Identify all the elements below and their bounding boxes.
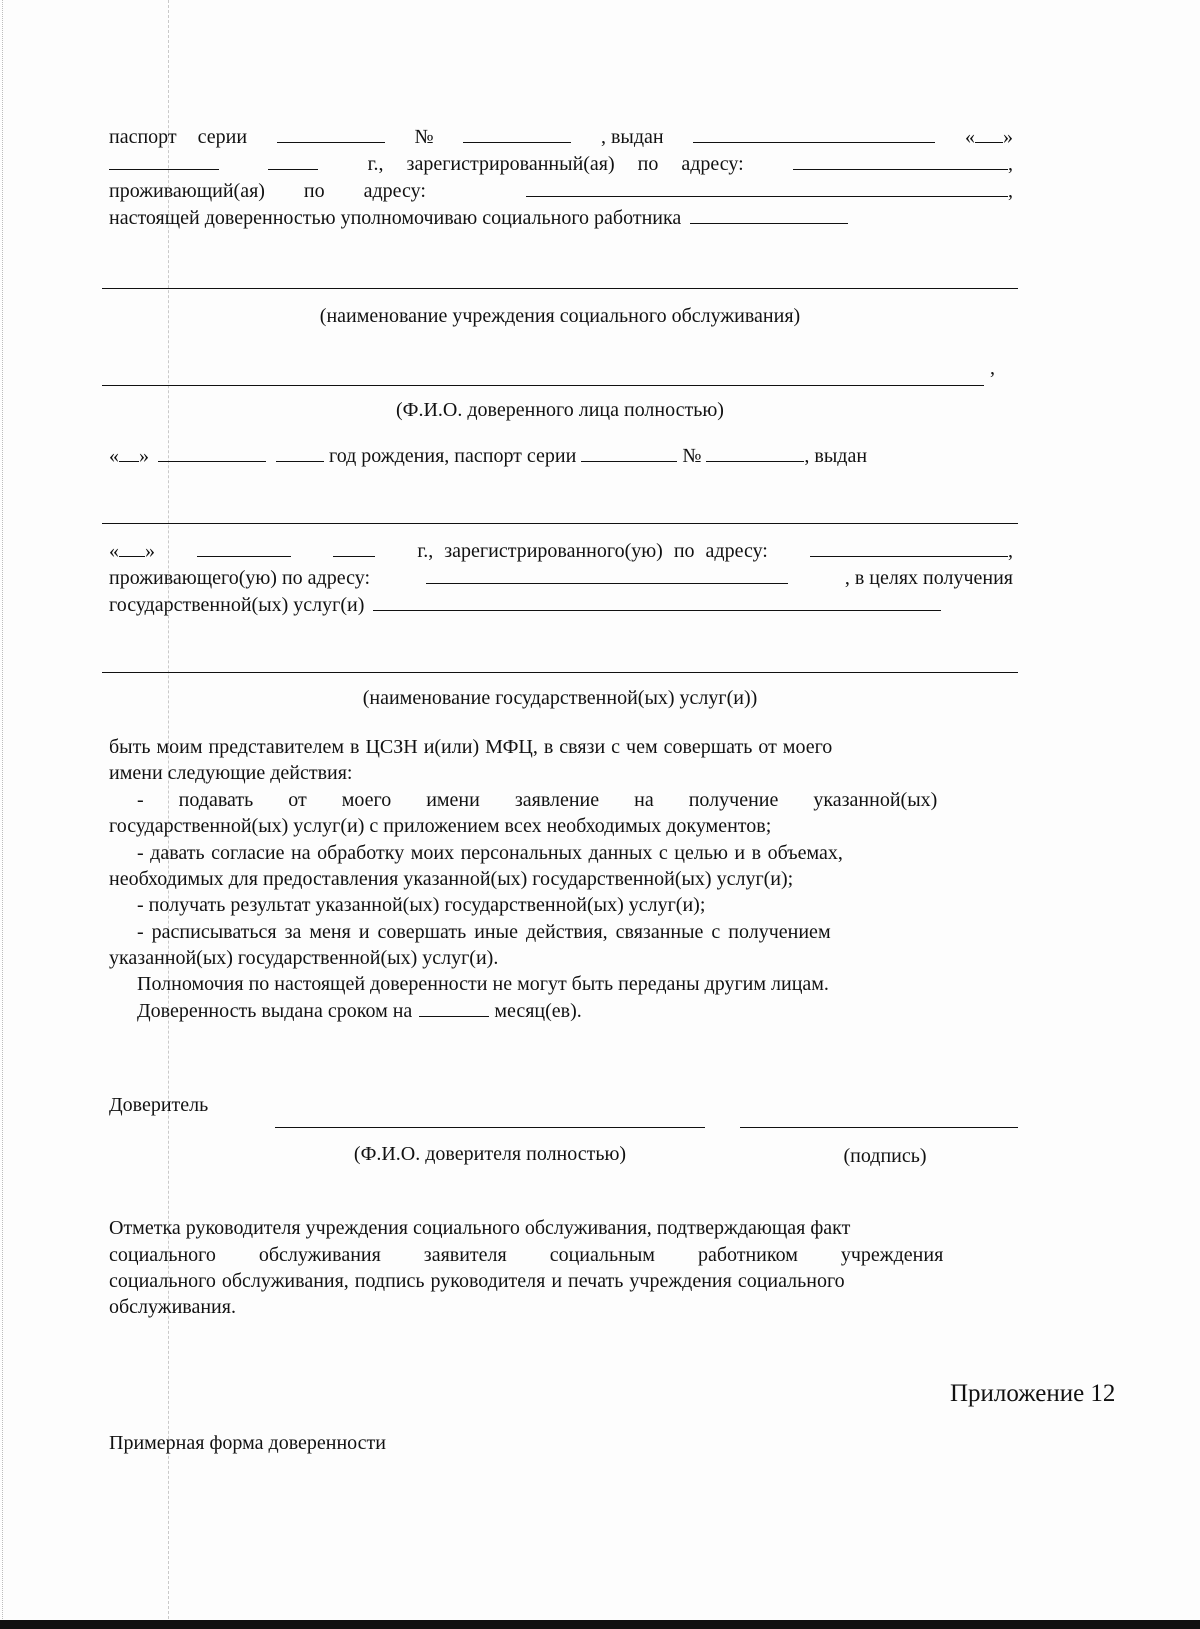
trustee-reg-month-blank[interactable] [197, 539, 291, 557]
trustee-name-comma: , [990, 357, 995, 379]
trustee-birth-month-blank[interactable] [158, 444, 266, 462]
mark-line-2: социального обслуживания заявителя социальным работником учреждения [109, 1244, 944, 1266]
passport-series-label: паспорт серии [109, 126, 248, 148]
trustee-reg-year-blank[interactable] [333, 539, 375, 557]
registration-address: , [793, 151, 1013, 177]
trustee-reg-label: г., зарегистрированного(ую) по адресу: [417, 540, 768, 562]
trustee-name-caption: (Ф.И.О. доверенного лица полностью) [396, 399, 724, 421]
mark-line-1: Отметка руководителя учреждения социального обслуживания, подтверждающая факт [109, 1217, 851, 1239]
services-label: государственной(ых) услуг(и) [109, 594, 365, 616]
mark-line-4: обслуживания. [109, 1296, 236, 1318]
power-item-1: - подавать от моего имени заявление на получение указанной(ых) [137, 789, 938, 811]
residence-address-blank[interactable] [526, 179, 1008, 197]
trustee-reg-address: , [810, 538, 1013, 564]
residence-line [109, 178, 1013, 204]
power-item-2: - давать согласие на обработку моих персональных данных с целью и в объемах, [137, 842, 843, 864]
passport-issued-label: , выдан [600, 126, 664, 148]
trustee-reg-address-blank[interactable] [810, 539, 1008, 557]
services-line [109, 592, 941, 618]
institution-line[interactable] [102, 288, 1018, 289]
trustee-birth-day-blank[interactable] [119, 444, 139, 462]
trustee-issued-line[interactable] [102, 523, 1018, 524]
powers-intro: быть моим представителем в ЦСЗН и(или) МФЦ, в связи с чем совершать от моего [109, 736, 833, 758]
term-line: Доверенность выдана сроком на месяц(ев). [137, 1000, 582, 1022]
trustee-birth-year-blank[interactable] [276, 444, 324, 462]
trustee-birth-passport-label: год рождения, паспорт серии [329, 445, 577, 467]
power-item-1-cont: государственной(ых) услуг(и) с приложением всех необходимых документов; [109, 815, 772, 837]
trustee-reg-day-blank[interactable] [119, 539, 145, 557]
passport-number-label: № [414, 126, 434, 148]
passport-issued-blank[interactable] [693, 125, 935, 143]
trustee-purpose-label: , в целях получения [844, 567, 1013, 589]
registration-address-blank[interactable] [793, 152, 1008, 170]
power-item-4: - расписываться за меня и совершать иные действия, связанные с получением [137, 921, 831, 943]
principal-name-caption: (Ф.И.О. доверителя полностью) [353, 1143, 627, 1165]
authorize-text: настоящей доверенностью уполномочиваю социального работника [109, 207, 682, 229]
appendix-title: Приложение 12 [950, 1380, 1116, 1407]
trustee-reg-date: « » [109, 540, 155, 562]
trustee-living-label: проживающего(ую) по адресу: [109, 567, 371, 589]
social-worker-blank[interactable] [690, 206, 848, 224]
trustee-birth-line: « » год рождения, паспорт серии № , выдан [109, 445, 868, 467]
signature-caption: (подпись) [843, 1145, 927, 1167]
passport-year-blank[interactable] [268, 152, 318, 170]
institution-caption: (наименование учреждения социального обслуживания) [319, 305, 801, 327]
trustee-name-line[interactable] [102, 385, 984, 386]
registration-label: г., зарегистрированный(ая) по адресу: [367, 153, 744, 175]
passport-day-blank[interactable] [975, 125, 1003, 143]
services-full-line[interactable] [102, 672, 1018, 673]
no-transfer-text: Полномочия по настоящей доверенности не могут быть переданы другим лицам. [137, 973, 829, 995]
trustee-passport-number-blank[interactable] [706, 444, 804, 462]
form-title: Примерная форма доверенности [109, 1432, 386, 1454]
term-months-blank[interactable] [419, 999, 489, 1017]
registration-line [109, 151, 1013, 177]
mark-line-3: социального обслуживания, подпись руководителя и печать учреждения социального [109, 1270, 845, 1292]
trustee-passport-number-label: № [682, 445, 702, 467]
services-caption: (наименование государственной(ых) услуг(и)) [362, 687, 758, 709]
power-item-2-cont: необходимых для предоставления указанной(ых) государственной(ых) услуг(и); [109, 868, 794, 890]
authorize-line [109, 205, 848, 231]
passport-line [109, 124, 1013, 150]
residence-address: , [526, 178, 1013, 204]
power-item-4-cont: указанной(ых) государственной(ых) услуг(и). [109, 947, 499, 969]
scan-bottom-edge [0, 1620, 1200, 1629]
passport-month-blank[interactable] [109, 152, 219, 170]
trustee-living-line [109, 565, 1013, 591]
trustee-issued-label: , выдан [804, 445, 868, 467]
trustee-passport-series-blank[interactable] [581, 444, 677, 462]
passport-number-blank[interactable] [463, 125, 571, 143]
trustee-registration-line [109, 538, 1013, 564]
passport-date-quote: « » [965, 126, 1013, 148]
trustee-living-blank[interactable] [426, 566, 788, 584]
services-blank[interactable] [373, 593, 941, 611]
scan-edge [2, 0, 3, 1629]
powers-intro-cont: имени следующие действия: [109, 762, 353, 784]
power-item-3: - получать результат указанной(ых) государственной(ых) услуг(и); [137, 894, 706, 916]
principal-label: Доверитель [109, 1094, 209, 1116]
passport-series-blank[interactable] [277, 125, 385, 143]
residence-label: проживающий(ая) по адресу: [109, 180, 426, 202]
principal-name-line[interactable] [275, 1127, 705, 1128]
principal-signature-line[interactable] [740, 1127, 1018, 1128]
